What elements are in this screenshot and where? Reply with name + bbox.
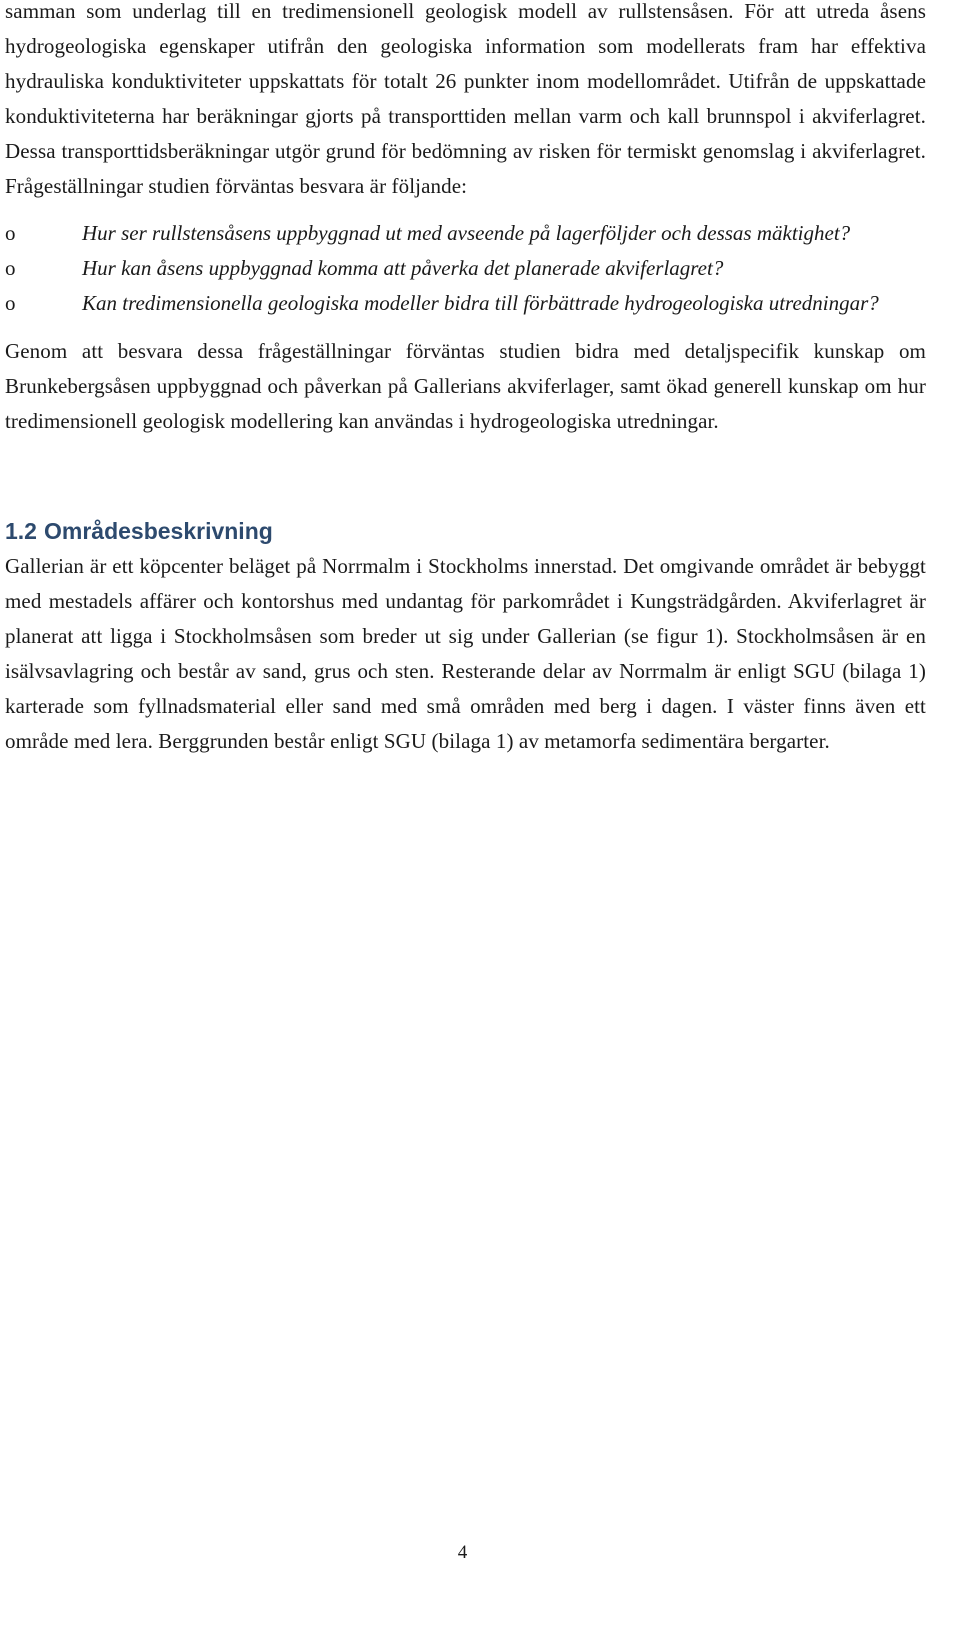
- document-page: [5, 0, 926, 759]
- list-item: [5, 251, 926, 286]
- question-text: Hur ser rullstensåsens uppbyggnad ut med avseende på lagerföljder och dessas mäktighet?: [82, 221, 851, 245]
- section-body-paragraph: Gallerian är ett köpcenter beläget på Norrmalm i Stockholms innerstad. Det omgivande området är bebyggt med mestadels affärer och kontorshus med undantag för parkområdet i Kungsträdgården. Akviferlagret är planerat att ligga i Stockholmsåsen som breder ut sig under Gallerian (se figur 1). Stockholmsåsen är en isälvsavlagring och består av sand, grus och sten. Resterande delar av Norrmalm är enligt SGU (bilaga 1) karterade som fyllnadsmaterial eller sand med små områden med berg i dagen. I väster finns även ett område med lera. Berggrunden består enligt SGU (bilaga 1) av metamorfa sedimentära bergarter.: [5, 554, 926, 753]
- question-text: Kan tredimensionella geologiska modeller bidra till förbättrade hydrogeologiska utredningar?: [82, 291, 879, 315]
- bullet-marker: o: [5, 221, 16, 245]
- conclusion-paragraph: Genom att besvara dessa frågeställningar förväntas studien bidra med detaljspecifik kunskap om Brunkebergsåsen uppbyggnad och påverkan på Gallerians akviferlager, samt ökad generell kunskap om hur tredimensionell geologisk modellering kan användas i hydrogeologiska utredningar.: [5, 339, 926, 433]
- list-item: [5, 286, 926, 321]
- bullet-marker: o: [5, 256, 16, 280]
- list-item: [5, 216, 926, 251]
- section-number: 1.2: [5, 518, 37, 544]
- intro-paragraph: samman som underlag till en tredimensionell geologisk modell av rullstensåsen. För att utreda åsens hydrogeologiska egenskaper utifrån den geologiska information som modellerats fram har effektiva hydrauliska konduktiviteter uppskattats för totalt 26 punkter inom modellområdet. Utifrån de uppskattade konduktiviteterna har beräkningar gjorts på transporttiden mellan varm och kall brunnspol i akviferlagret. Dessa transporttidsberäkningar utgör grund för bedömning av risken för termiskt genomslag i akviferlagret. Frågeställningar studien förväntas besvara är följande:: [5, 0, 926, 198]
- research-questions-list: [5, 216, 926, 321]
- page-number: 4: [457, 1542, 468, 1563]
- section-heading: [5, 513, 926, 549]
- bullet-marker: o: [5, 291, 16, 315]
- section-title: Områdesbeskrivning: [43, 518, 273, 544]
- question-text: Hur kan åsens uppbyggnad komma att påverka det planerade akviferlagret?: [82, 256, 724, 280]
